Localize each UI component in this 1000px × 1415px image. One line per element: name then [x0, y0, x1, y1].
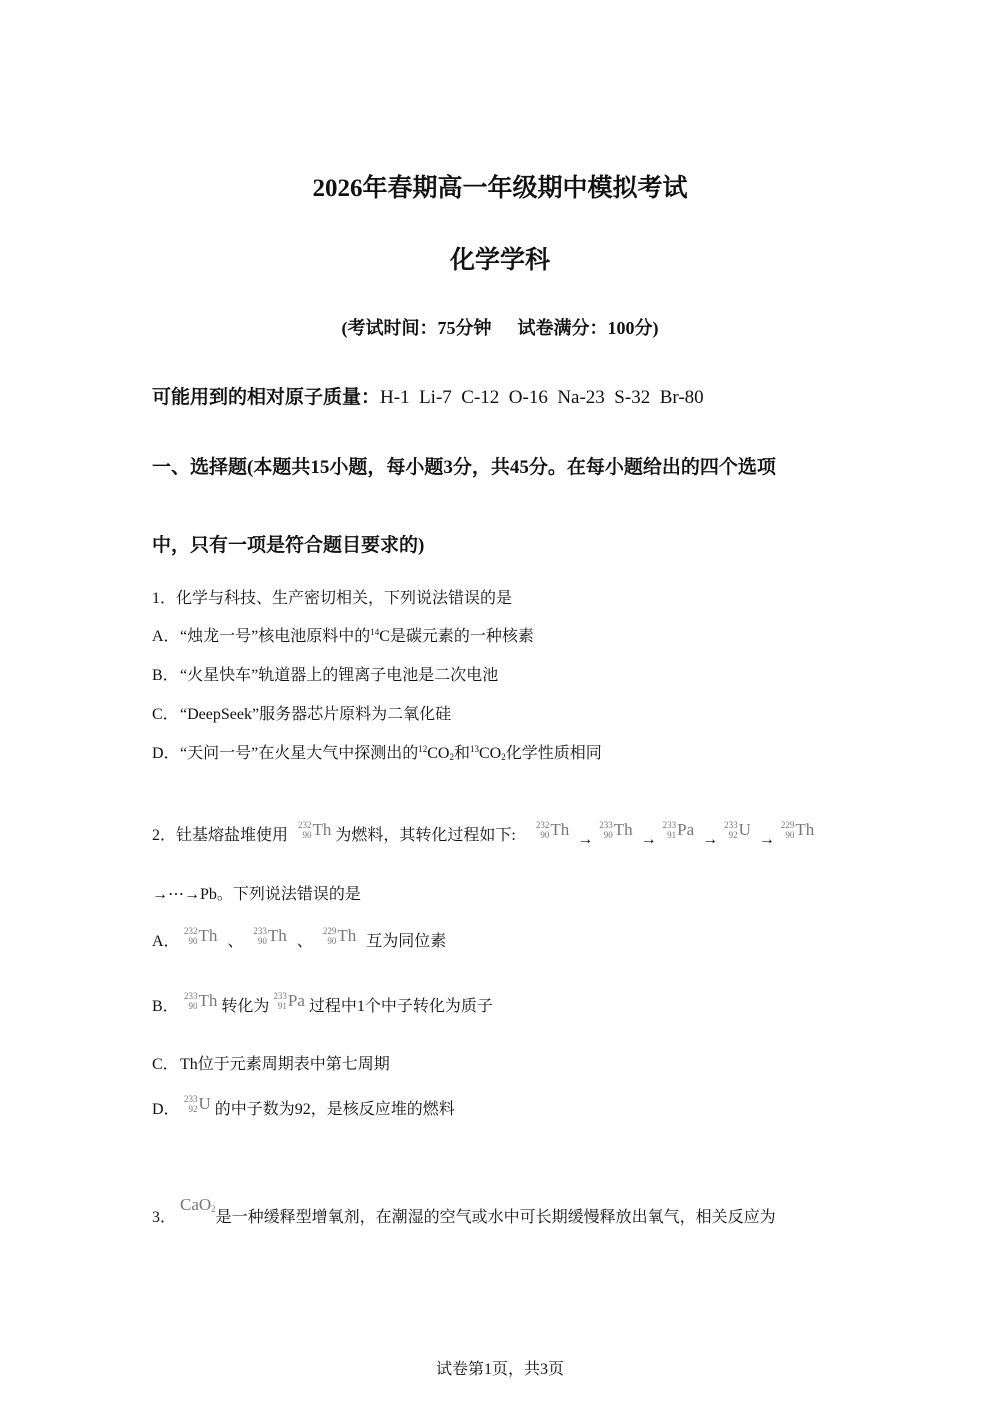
q1-option-c: [152, 701, 451, 724]
arrow-icon: →: [577, 831, 594, 848]
option-text: “火星快车”轨道器上的锂离子电池是二次电池: [180, 667, 499, 684]
nuclide-th-233: 233 90 Th: [253, 926, 287, 946]
exam-time: (考试时间：75分钟: [341, 318, 492, 338]
nuclide-th-232: 232 90 Th: [535, 820, 570, 840]
mass-number: 14: [370, 627, 380, 637]
atomic-masses-label: 可能用到的相对原子质量：: [152, 387, 381, 408]
q1-option-a: [152, 623, 534, 646]
q2-option-c: [152, 1051, 390, 1074]
nuclide-th-233: 233 90 Th: [184, 991, 218, 1011]
q1-option-d: [152, 740, 602, 763]
option-text: 是碳元素的一种核素: [389, 628, 534, 645]
option-text: 和: [453, 745, 470, 762]
element-symbol: C: [379, 628, 390, 645]
exam-info: [0, 314, 1000, 340]
exam-title: 2026年春期高一年级期中模拟考试: [312, 175, 688, 202]
q2-option-a: [152, 926, 446, 951]
subscript: 2: [501, 752, 506, 762]
mass-number: 12: [418, 744, 428, 754]
nuclide-th-232: 232 90 Th: [184, 926, 218, 946]
q1-option-b: [152, 662, 498, 685]
full-score: 试卷满分：100分): [517, 318, 659, 338]
atomic-masses: [152, 382, 704, 409]
nuclide-u-233: 233 92 U: [724, 820, 751, 840]
option-label: A．: [152, 933, 180, 950]
page-footer: 试卷第1页，共3页: [435, 1361, 564, 1378]
nuclide-pa-233: 233 91 Pa: [273, 991, 305, 1011]
option-label: C．: [152, 1056, 179, 1073]
subject-title: 化学学科: [449, 247, 550, 274]
section-heading-line1: 一、选择题(本题共15小题，每小题3分，共45分。在每小题给出的四个选项: [152, 457, 776, 478]
formula: CO: [478, 745, 502, 762]
q2-option-b: [152, 991, 493, 1016]
nuclide-th-233: 233 90 Th: [599, 820, 633, 840]
option-label: D．: [152, 745, 180, 762]
option-label: A．: [152, 628, 180, 645]
q1-stem: 1．化学与科技、生产密切相关，下列说法错误的是: [152, 590, 513, 607]
option-text: 过程中1个中子转化为质子: [308, 998, 493, 1015]
option-text: 的中子数为92，是核反应堆的燃料: [214, 1101, 455, 1118]
nuclide-u-233: 233 92 U: [184, 1094, 211, 1114]
option-text: “DeepSeek”服务器芯片原料为二氧化硅: [180, 706, 452, 723]
formula-cao2: CaO$_2$: [180, 1195, 216, 1214]
q2-stem-line2: →⋯→Pb。下列说法错误的是: [152, 886, 361, 903]
arrow-icon: →: [640, 831, 657, 848]
q3-stem: [152, 1195, 776, 1227]
separator: 、: [296, 933, 313, 950]
nuclide-th-232: 232 90 Th: [298, 820, 332, 840]
atomic-masses-values: H-1 Li-7 C-12 O-16 Na-23 S-32 Br-80: [380, 387, 704, 408]
nuclide-th-229: 229 90 Th: [780, 820, 815, 840]
q2-stem-text: 2．钍基熔盐堆使用: [152, 827, 289, 844]
option-text: 转化为: [221, 998, 270, 1015]
option-text: 化学性质相同: [505, 745, 602, 762]
nuclide-pa-233: 233 91 Pa: [662, 820, 695, 840]
option-label: B．: [152, 998, 179, 1015]
q2-option-d: [152, 1094, 455, 1119]
question-number: 3．: [152, 1209, 177, 1226]
subscript: 2: [449, 752, 454, 762]
option-label: B．: [152, 667, 179, 684]
option-text: “烛龙一号”核电池原料中的: [180, 628, 371, 645]
mass-number: 13: [469, 744, 479, 754]
arrow-icon: →: [702, 831, 719, 848]
option-text: Th位于元素周期表中第七周期: [180, 1056, 390, 1073]
nuclide-th-229: 229 90 Th: [322, 926, 357, 946]
option-label: D．: [152, 1101, 180, 1118]
option-text: “天问一号”在火星大气中探测出的: [180, 745, 419, 762]
q2-stem-text: 为燃料，其转化过程如下:: [335, 827, 516, 844]
formula: CO: [427, 745, 450, 762]
section-heading-line2: 中，只有一项是符合题目要求的): [152, 535, 425, 556]
option-text: 互为同位素: [366, 933, 447, 950]
separator: 、: [227, 933, 244, 950]
q3-text: 是一种缓释型增氧剂，在潮湿的空气或水中可长期缓慢释放出氧气，相关反应为: [215, 1209, 776, 1226]
q2-stem: [152, 820, 814, 849]
option-label: C．: [152, 706, 179, 723]
arrow-icon: →: [758, 831, 775, 848]
